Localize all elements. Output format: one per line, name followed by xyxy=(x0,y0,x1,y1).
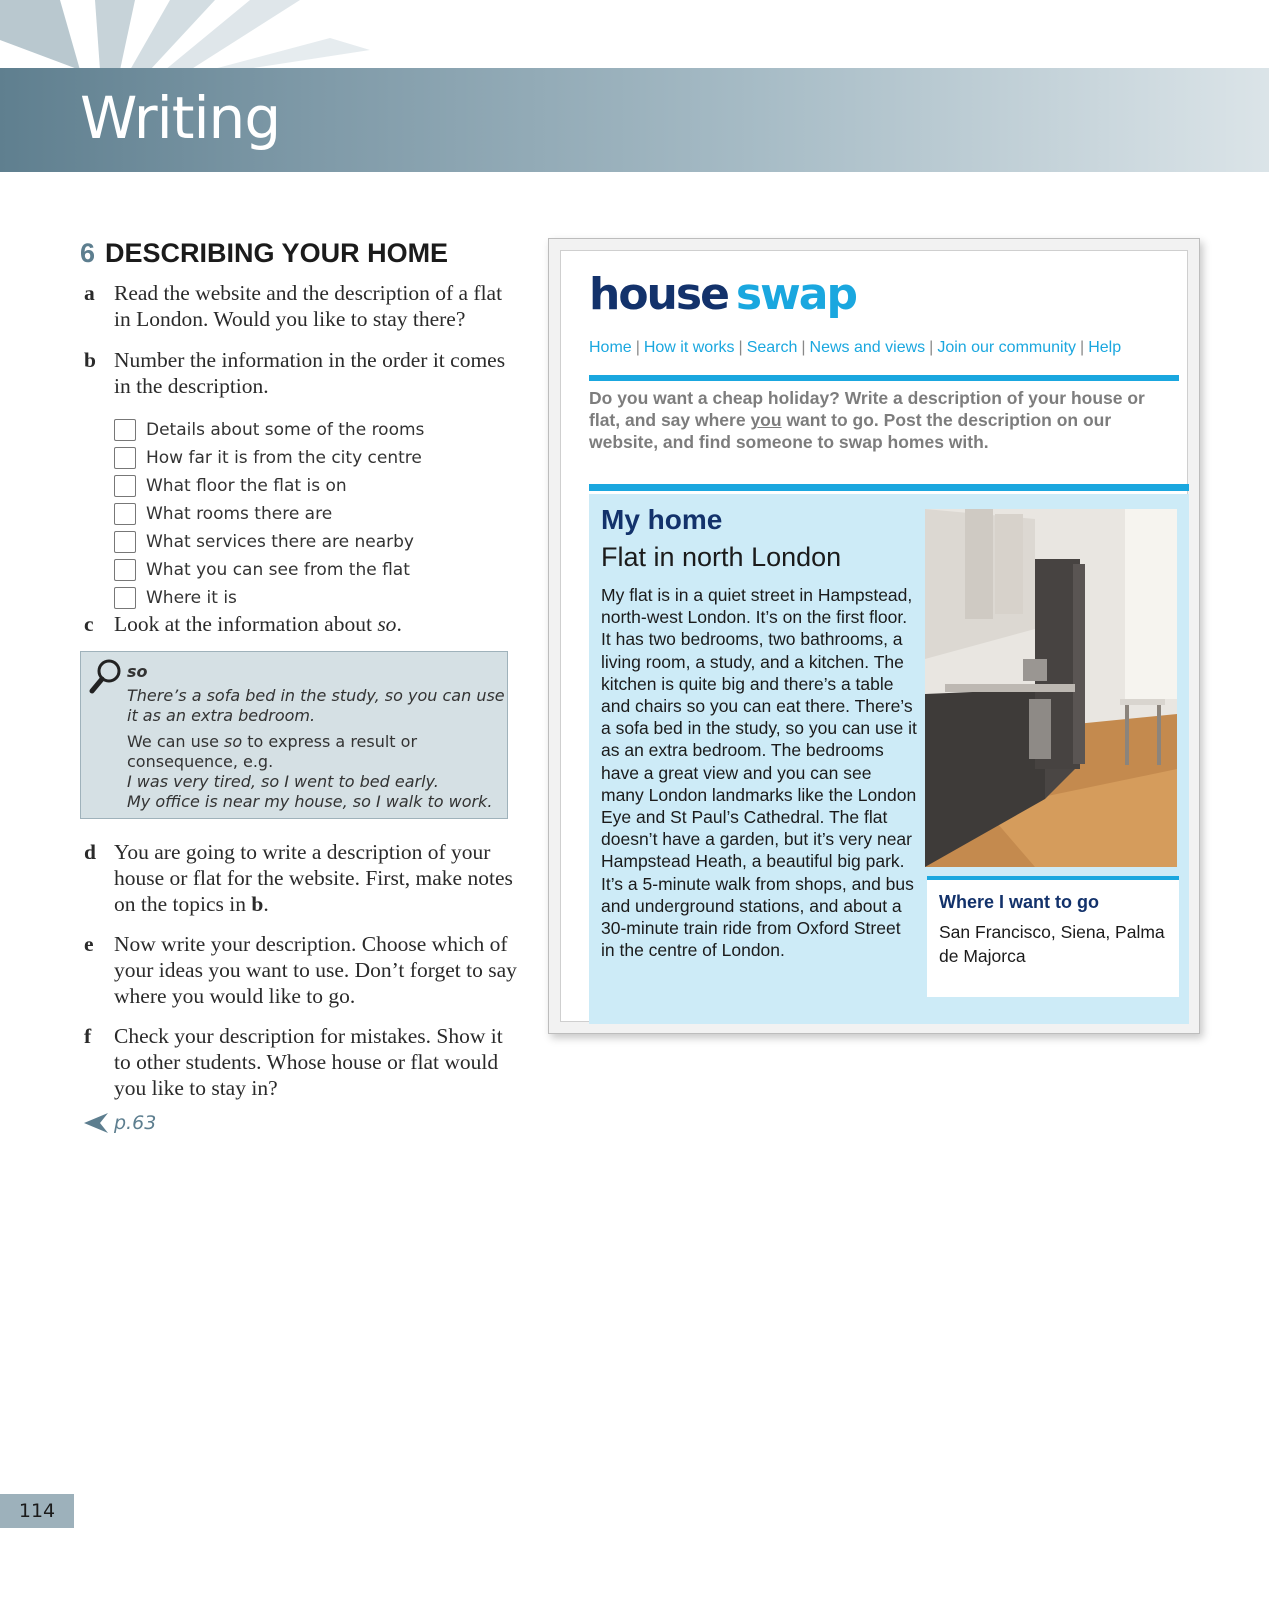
task-b xyxy=(84,347,524,399)
task-text-emphasis: so xyxy=(377,612,397,636)
page-reference-link[interactable] xyxy=(84,1112,156,1134)
section-heading xyxy=(80,238,448,269)
number-box[interactable] xyxy=(114,531,136,553)
website-mockup xyxy=(548,238,1200,1034)
grammar-note-box xyxy=(80,651,508,819)
intro-underlined: you xyxy=(750,410,782,430)
where-destinations: San Francisco, Siena, Palma de Majorca xyxy=(939,922,1165,966)
listing-title: Flat in north London xyxy=(601,542,842,572)
section-title: DESCRIBING YOUR HOME xyxy=(105,238,449,268)
nav-separator: | xyxy=(929,339,934,356)
section-number: 6 xyxy=(80,238,96,268)
checklist-item xyxy=(114,556,424,584)
grammar-explanation xyxy=(127,732,505,772)
task-text: Check your description for mistakes. Show it to other students. Whose house or flat would you like to stay in? xyxy=(114,1024,503,1100)
intro-part: Do you want a cheap holiday? Write a description of your house or flat, and say where xyxy=(589,388,1145,430)
number-box[interactable] xyxy=(114,447,136,469)
website-page xyxy=(560,250,1188,1022)
nav-divider xyxy=(589,375,1179,381)
task-letter: b xyxy=(84,348,96,372)
checklist-label: How far it is from the city centre xyxy=(146,448,422,468)
logo-swap-text: swap xyxy=(735,269,856,320)
checklist-label: What services there are nearby xyxy=(146,532,414,552)
task-text-part: . xyxy=(263,892,269,916)
nav-link-join-community[interactable]: Join our community xyxy=(937,339,1077,356)
grammar-note-title: so xyxy=(127,662,148,681)
task-letter: a xyxy=(84,281,95,305)
where-i-want-to-go-box xyxy=(927,876,1179,997)
nav-separator: | xyxy=(635,339,640,356)
listing-box xyxy=(589,494,1189,1024)
grammar-example: I was very tired, so I went to bed early. xyxy=(127,772,439,791)
page-number: 114 xyxy=(0,1494,74,1528)
site-intro-text xyxy=(589,387,1169,453)
grammar-example: There’s a sofa bed in the study, so you can use it as an extra bedroom. xyxy=(127,686,505,725)
grammar-note-text xyxy=(127,662,505,812)
arrow-left-icon xyxy=(84,1113,108,1133)
task-text-bold: b xyxy=(251,892,264,916)
my-home-heading: My home xyxy=(601,504,723,535)
task-text xyxy=(114,611,524,637)
page-title: Writing xyxy=(80,84,281,152)
number-box[interactable] xyxy=(114,475,136,497)
task-letter: c xyxy=(84,612,94,636)
nav-link-home[interactable]: Home xyxy=(589,339,632,356)
task-text: Number the information in the order it comes in the description. xyxy=(114,348,506,398)
nav-link-help[interactable]: Help xyxy=(1088,339,1122,356)
nav-link-how-it-works[interactable]: How it works xyxy=(643,339,735,356)
checklist-item xyxy=(114,528,424,556)
task-a xyxy=(84,280,524,332)
intro-part: want to go. Post the description on our website, and find someone to swap homes with. xyxy=(589,410,1112,452)
page-reference-text: p.63 xyxy=(114,1112,157,1134)
checklist-item xyxy=(114,416,424,444)
number-box[interactable] xyxy=(114,503,136,525)
explanation-part: We can use xyxy=(127,732,225,751)
checklist-item xyxy=(114,444,424,472)
content-divider xyxy=(589,484,1189,491)
nav-link-search[interactable]: Search xyxy=(746,339,798,356)
task-d xyxy=(84,839,524,917)
listing-description: My flat is in a quiet street in Hampstead, north-west London. It’s on the first floor. It has two bedrooms, two bathrooms, a living room, a study, and a kitchen. The kitchen is quite big and there’s a table and chairs so you can eat there. There’s a sofa bed in the study, so you can use it as an extra bedroom. The bedrooms have a great view and you can see many London landmarks like the London Eye and St Paul’s Cathedral. The flat doesn’t have a garden, but it’s very near Hampstead Heath, a beautiful big park. It’s a 5-minute walk from shops, and bus and underground stations, and about a 30-minute train ride from Oxford Street in the centre of London. xyxy=(601,585,917,961)
checklist-label: Details about some of the rooms xyxy=(146,420,425,440)
task-text: Read the website and the description of a flat in London. Would you like to stay there? xyxy=(114,281,503,331)
task-c xyxy=(84,611,524,637)
task-text-part: Look at the information about xyxy=(114,612,378,636)
task-f xyxy=(84,1023,524,1101)
checklist-item xyxy=(114,584,424,612)
number-box[interactable] xyxy=(114,587,136,609)
number-box[interactable] xyxy=(114,419,136,441)
magnifier-icon xyxy=(89,658,123,696)
checklist-item xyxy=(114,500,424,528)
task-text: Now write your description. Choose which of your ideas you want to use. Don’t forget to say where you would like to go. xyxy=(114,932,517,1008)
explanation-emphasis: so xyxy=(224,732,243,751)
nav-link-news-and-views[interactable]: News and views xyxy=(809,339,926,356)
kitchen-photo xyxy=(925,509,1177,867)
task-letter: d xyxy=(84,840,96,864)
task-letter: e xyxy=(84,932,94,956)
task-text xyxy=(114,839,524,917)
checklist-item xyxy=(114,472,424,500)
site-logo[interactable] xyxy=(589,269,856,320)
grammar-example: My office is near my house, so I walk to work. xyxy=(127,792,493,811)
checklist-label: What floor the flat is on xyxy=(146,476,347,496)
task-letter: f xyxy=(84,1024,92,1048)
nav-separator: | xyxy=(738,339,743,356)
number-box[interactable] xyxy=(114,559,136,581)
checklist-label: Where it is xyxy=(146,588,237,608)
nav-separator: | xyxy=(1080,339,1085,356)
explanation-part: to express a result or consequence, e.g. xyxy=(127,732,418,771)
order-checklist xyxy=(114,416,424,612)
task-text-part: You are going to write a description of your house or flat for the website. First, make notes on the topics in xyxy=(114,840,513,916)
task-text-part: . xyxy=(396,612,402,636)
nav-separator: | xyxy=(801,339,806,356)
logo-house-text: house xyxy=(589,269,728,320)
checklist-label: What you can see from the flat xyxy=(146,560,410,580)
task-e xyxy=(84,931,524,1009)
where-title: Where I want to go xyxy=(939,892,1099,912)
checklist-label: What rooms there are xyxy=(146,504,333,524)
site-navigation xyxy=(589,339,1121,357)
